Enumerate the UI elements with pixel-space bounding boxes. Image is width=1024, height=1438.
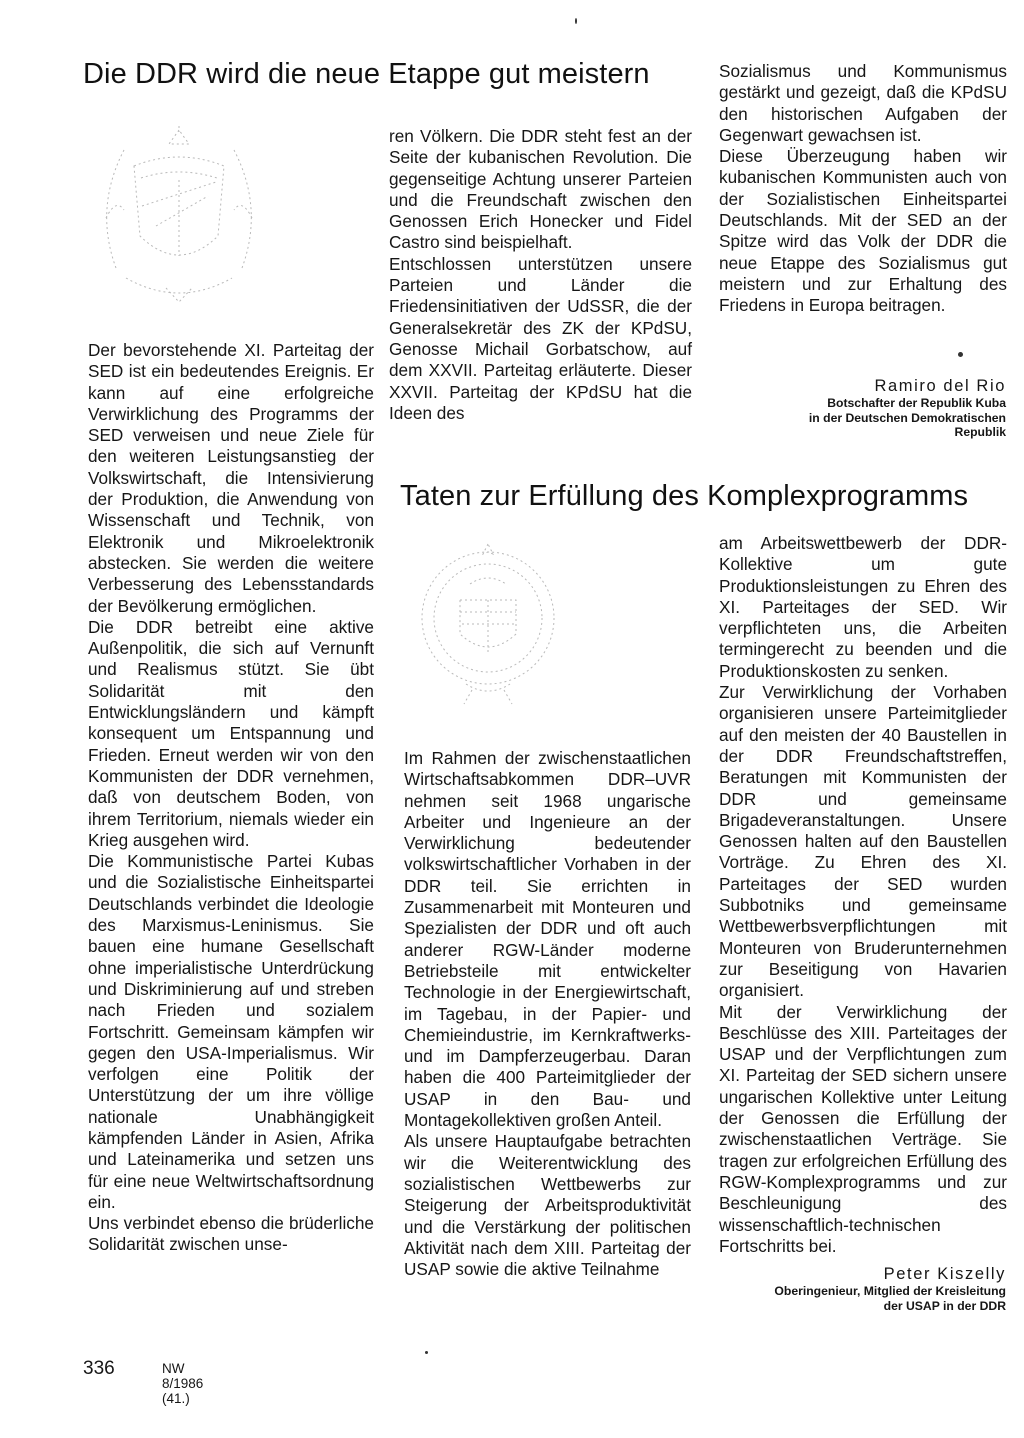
article1-signature (706, 376, 1006, 440)
article2-paragraph: am Arbeitswettbewerb der DDR-Kollektive um gute Produktionsleistungen zu Ehren des XI. Parteitages der SED. Wir verpflichteten uns, die Arbeiten termingerecht zu beenden und die Produktionskosten zu senken. (719, 533, 1007, 681)
scan-speck (425, 1351, 428, 1354)
article2-column-2 (719, 533, 1007, 1257)
article1-column-1 (88, 340, 374, 1256)
article1-paragraph: Der bevorstehende XI. Parteitag der SED ist ein bedeutendes Ereignis. Er kann auf eine erfolgreiche Verwirklichung des Programms der SED verweisen und neue Ziele für den weiteren Leistungsanstieg der Volkswirtschaft, die Intensivierung der Produktion, die Anwendung von Wissenschaft und Technik, von Elektronik und Mikroelektronik abstecken. Sie werden die weitere Verbesserung des Lebensstandards der Bevölkerung ermöglichen. (88, 340, 374, 616)
scan-speck (958, 352, 963, 357)
author-name: Peter Kiszelly (883, 1265, 1006, 1283)
article1-column-3 (719, 61, 1007, 317)
article1-column-2 (389, 126, 692, 424)
author-role: der USAP in der DDR (883, 1298, 1006, 1313)
author-role: Oberingenieur, Mitglied der Kreisleitung (774, 1284, 1006, 1298)
article2-paragraph: Als unsere Hauptaufgabe betrachten wir die Weiterentwicklung des sozialistischen Wettbewerbs zur Steigerung der Arbeitsproduktivität und die Verstärkung der politischen Aktivität nach dem XIII. Parteitag der USAP sowie die aktive Teilnahme (404, 1131, 691, 1280)
article1-paragraph: Uns verbindet ebenso die brüderliche Solidarität zwischen unse- (88, 1213, 374, 1255)
article2-paragraph: Zur Verwirklichung der Vorhaben organisieren unsere Parteimitglieder auf den meisten der 40 Baustellen in der DDR Freundschaftstreffen, Beratungen mit Kommunisten der DDR und gemeinsame Brigadeveranstaltungen. Unsere Genossen halten auf den Baustellen Vorträge. Zu Ehren des XI. Parteitages der SED wurden Subbotniks und gemeinsame Wettbewerbsverpflichtungen mit Monteuren von Bruderunternehmen zur Beseitigung von Havarien organisiert. (719, 682, 1007, 1001)
article1-title: Die DDR wird die neue Etappe gut meistern (83, 58, 650, 90)
article1-paragraph: Sozialismus und Kommunismus gestärkt und gezeigt, daß die KPdSU den historischen Aufgaben der Gegenwart gewachsen ist. (719, 61, 1007, 145)
page-number: 336 (83, 1358, 115, 1379)
article1-paragraph: Die DDR betreibt eine aktive Außenpolitik, die sich auf Vernunft und Realismus stützt. Sie übt Solidarität mit den Entwicklungsländern und kämpft konsequent um Entspannung und Frieden. Erneut werden wir von den Kommunisten der DDR vernehmen, daß von deutschem Boden, von ihrem Territorium, niemals wieder ein Krieg ausgehen wird. (88, 616, 374, 850)
author-role: Botschafter der Republik Kuba (827, 396, 1006, 410)
article1-paragraph: ren Völkern. Die DDR steht fest an der Seite der kubanischen Revolution. Die gegenseitige Achtung unserer Parteien und die Freundschaft zwischen den Genossen Erich Honecker und Fidel Castro sind beispielhaft. (389, 126, 692, 253)
article1-paragraph: Die Kommunistische Partei Kubas und die Sozialistische Einheitspartei Deutschlands verbindet die Ideologie des Marxismus-Leninismus. Sie bauen eine humane Gesellschaft ohne imperialistische Unterdrückung und Diskriminierung auf und streben nach Frieden und sozialem Fortschritt. Gemeinsam kämpfen wir gegen den USA-Imperialismus. Wir verfolgen eine Politik der Unterstützung der um ihre völlige nationale Unabhängigkeit kämpfenden Länder in Asien, Afrika und Lateinamerika und setzen uns für eine neue Weltwirtschaftsordnung ein. (88, 851, 374, 1212)
article1-paragraph: Diese Überzeugung haben wir kubanischen Kommunisten auch von der Sozialistischen Einheitspartei Deutschlands. Mit der SED an der Spitze wird das Volk der DDR die neue Etappe des Sozialismus gut meistern und zur Erhaltung des Friedens in Europa beitragen. (719, 146, 1007, 316)
author-role: Republik (954, 425, 1006, 439)
article2-title: Taten zur Erfüllung des Komplexprogramms (400, 480, 969, 512)
article2-paragraph: Mit der Verwirklichung der Beschlüsse des XIII. Parteitages der USAP und der Verpflichtungen zum XI. Parteitag der SED sichern unsere ungarischen Kollektive unter Leitung der Genossen die Erfüllung der zwischenstaatlichen Verträge. Sie tragen zur erfolgreichen Erfüllung des RGW-Komplexprogramms und zur Beschleunigung des wissenschaftlich-technischen Fortschritts bei. (719, 1001, 1007, 1256)
issue-label: NW 8/1986 (41.) (162, 1361, 204, 1406)
author-role: in der Deutschen Demokratischen (808, 410, 1006, 425)
article2-signature (706, 1264, 1006, 1313)
scan-speck (575, 18, 577, 24)
article2-paragraph: Im Rahmen der zwischenstaatlichen Wirtschaftsabkommen DDR–UVR nehmen seit 1968 ungarische Arbeiter und Ingenieure an der Verwirklichung bedeutender volkswirtschaftlicher Vorhaben in der DDR teil. Sie errichten in Zusammenarbeit mit Monteuren und Spezialisten der DDR und oft auch anderer RGW-Länder moderne Betriebsteile mit entwickelter Technologie in der Energiewirtschaft, im Tagebau, in der Papier- und Chemieindustrie, im Kernkraftwerks- und im Dampferzeugerbau. Daran haben die 400 Parteimitglieder der USAP in den Bau- und Montagekollektiven großen Anteil. (404, 748, 691, 1131)
hungary-coat-of-arms-image (408, 534, 568, 712)
article2-column-1 (404, 748, 691, 1280)
author-name: Ramiro del Rio (874, 377, 1006, 395)
article1-paragraph: Entschlossen unterstützen unsere Parteien und Länder die Friedensinitiativen der UdSSR, die der Generalsekretär des ZK der KPdSU, Genosse Michail Gorbatschow, auf dem XXVII. Parteitag erläuterte. Dieser XXVII. Parteitag der KPdSU hat die Ideen des (389, 253, 692, 423)
cuba-coat-of-arms-image (86, 118, 272, 332)
